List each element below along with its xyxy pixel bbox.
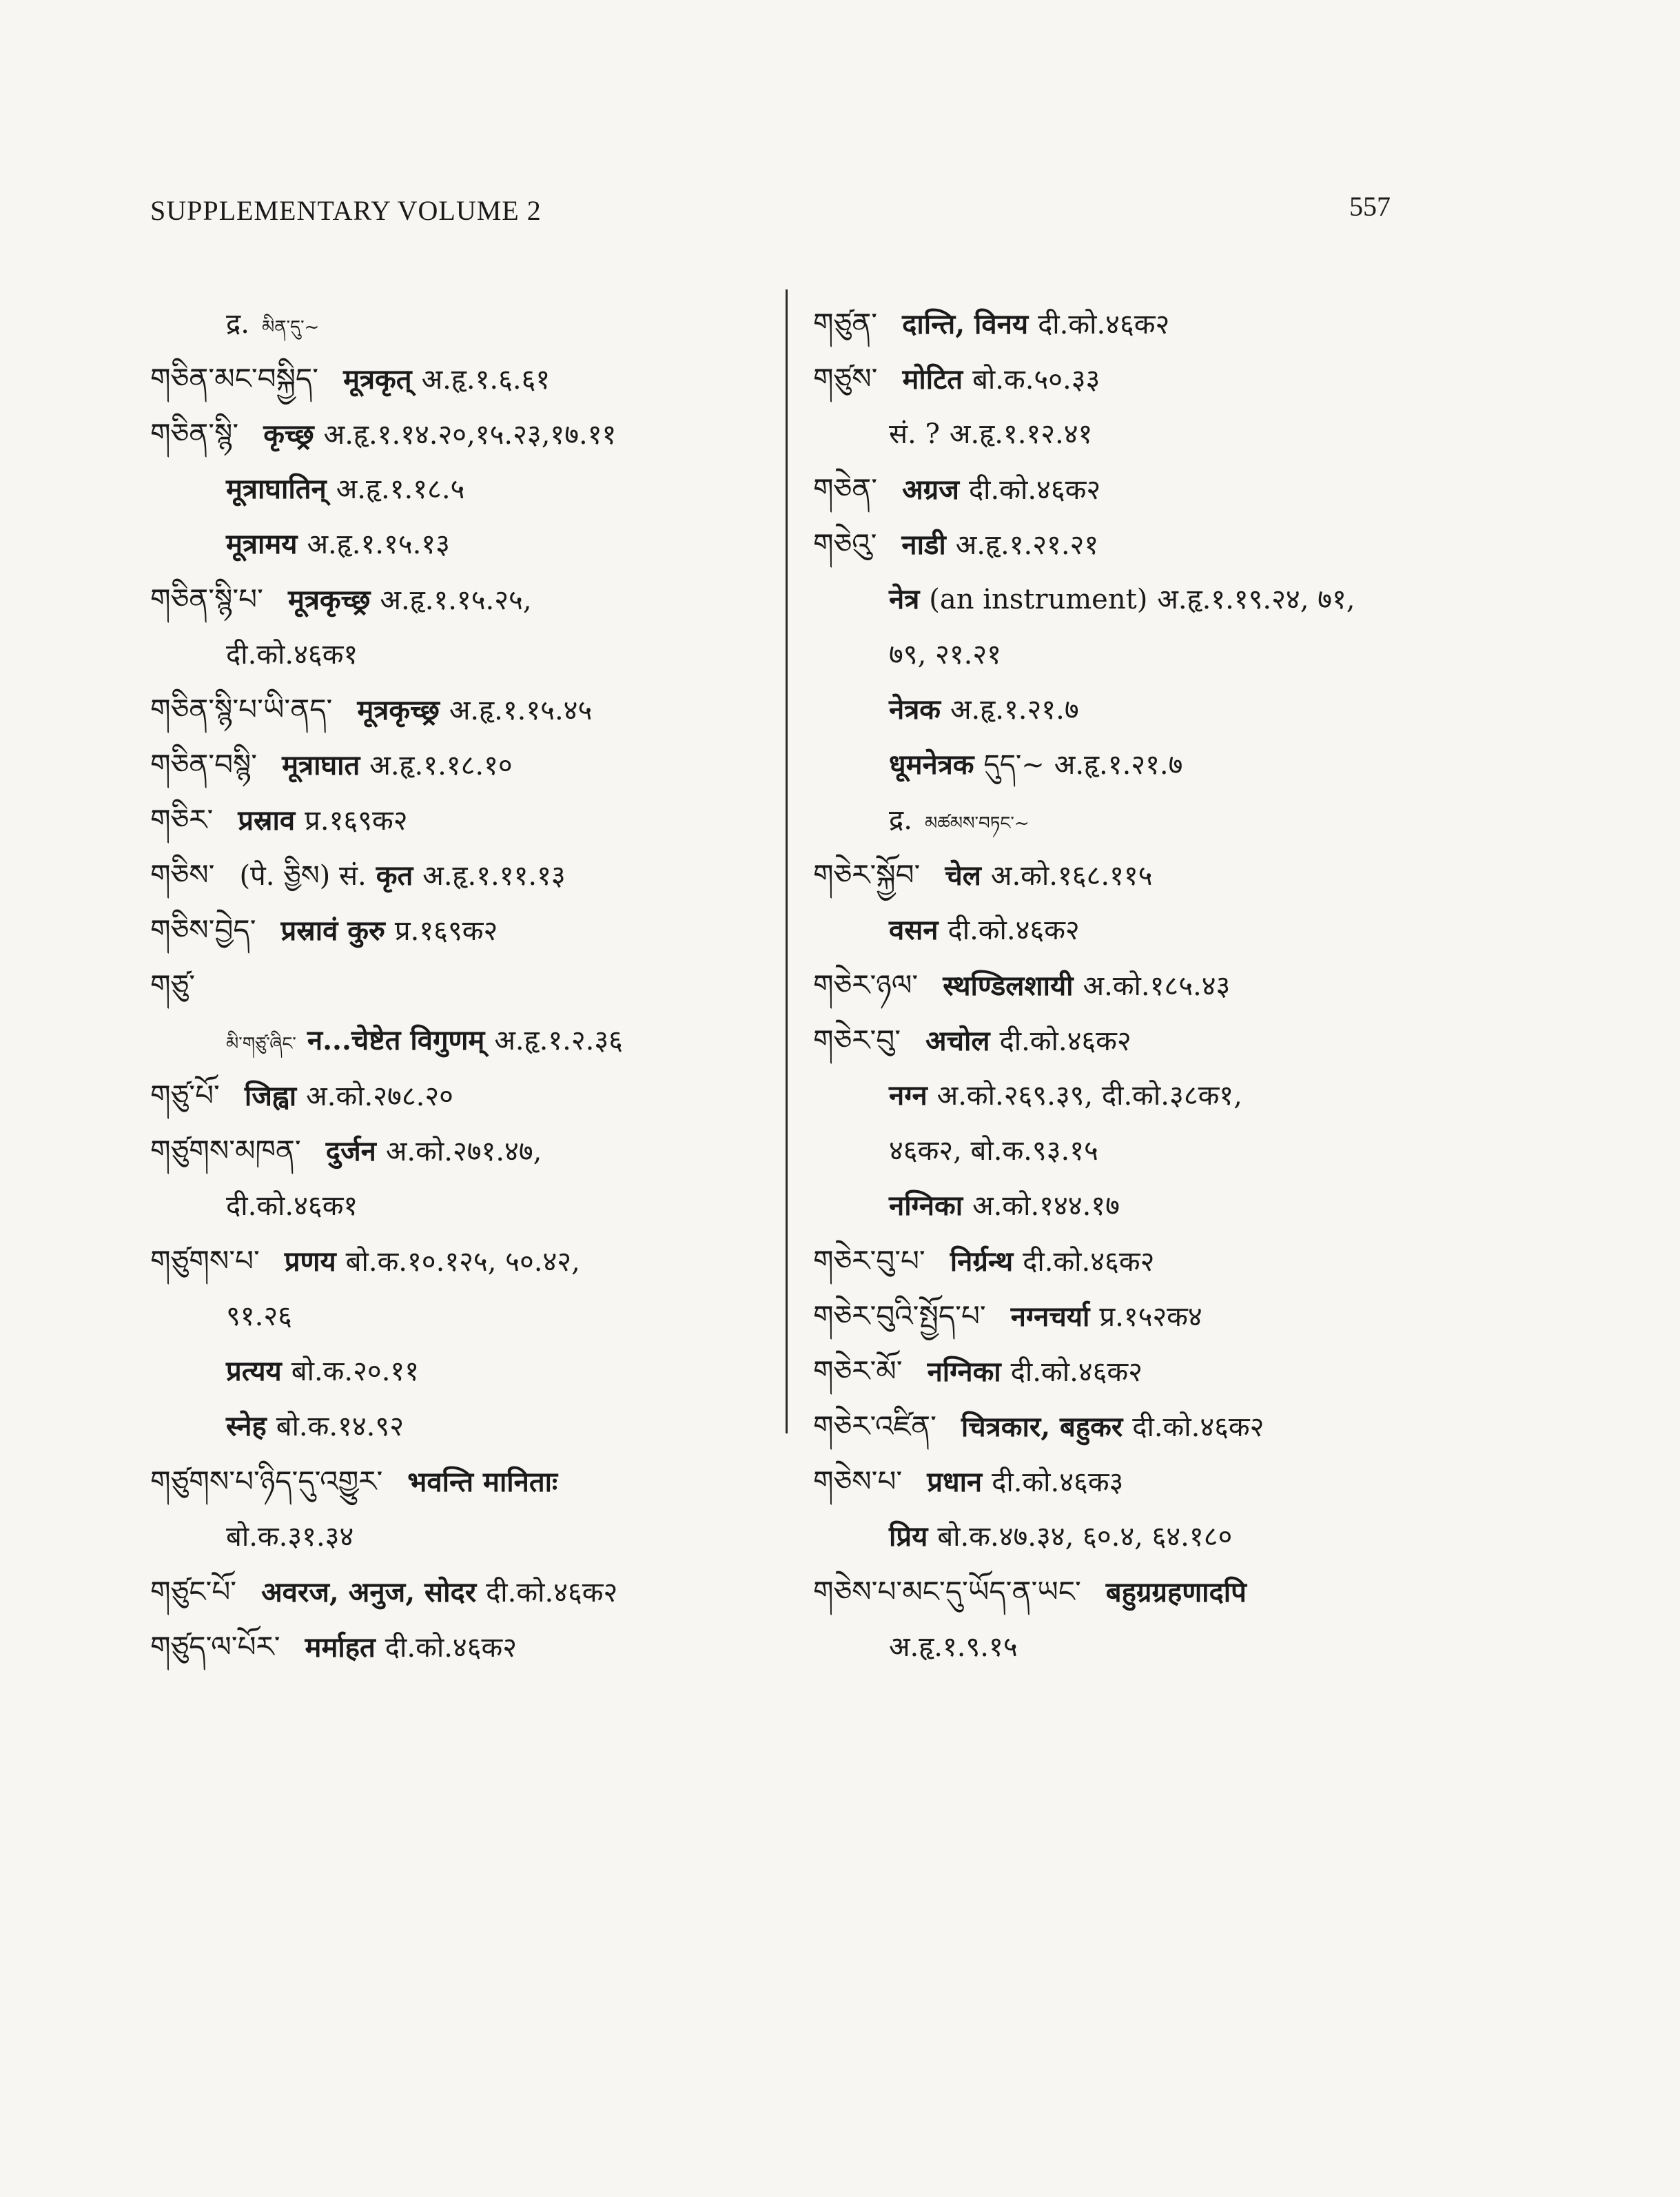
tibetan-headword: མཚམས་བཏང་~ (924, 813, 1029, 834)
tibetan-headword: གཙུ་ (150, 968, 196, 1002)
tibetan-headword: གཙུང་པོ་ (150, 1575, 237, 1608)
sanskrit-equivalent: नाडी (901, 529, 946, 561)
source-reference: अ.को.१४४.१७ (972, 1190, 1120, 1222)
dictionary-entry (813, 1289, 1537, 1344)
dictionary-entry (813, 958, 1537, 1013)
tibetan-headword: གཅིས་ (150, 858, 215, 892)
tibetan-headword: གཅིན་སྙི་པ་ཡི་ནད་ (150, 693, 333, 726)
dictionary-entry (150, 1619, 770, 1675)
source-reference: बो.क.३१.३४ (226, 1521, 354, 1553)
source-reference: दी.को.४६क२ (1132, 1411, 1264, 1443)
source-reference: बो.क.२०.११ (291, 1356, 420, 1387)
source-reference: अ.हृ.१.२१.७ (950, 694, 1079, 726)
cross-reference-label: द्र. (889, 804, 912, 836)
sanskrit-equivalent: भवन्ति मानिताः (407, 1466, 558, 1498)
dictionary-entry (813, 462, 1537, 517)
source-reference: अ.हृ.१.२१.७ (1054, 749, 1183, 781)
entry-subline (813, 737, 1537, 793)
dictionary-entry (150, 572, 770, 627)
dictionary-entry (150, 407, 770, 462)
entry-subline (813, 1123, 1537, 1178)
tibetan-headword: གཙུ་པོ་ (150, 1079, 220, 1112)
entry-subline (813, 903, 1537, 958)
entry-subline (150, 462, 770, 517)
source-reference: अ.को.२६९.३९, दी.को.३८क१, (936, 1080, 1242, 1112)
source-reference: दी.को.४६क२ (1010, 1356, 1143, 1388)
entry-subline (813, 682, 1537, 737)
source-reference: अ.को.२७८.२० (306, 1081, 453, 1112)
tibetan-headword: གཅེར་འཛིན་ (813, 1409, 936, 1443)
source-reference: दी.को.४६क३ (992, 1467, 1124, 1498)
source-reference: दी.को.४६क२ (999, 1025, 1131, 1057)
sanskrit-equivalent: अग्रज (902, 473, 959, 506)
entry-subline (150, 1344, 770, 1399)
tibetan-headword: གཅེར་བུའི་སྤྱོད་པ་ (813, 1299, 986, 1333)
source-reference: प्र.१६९क२ (394, 915, 498, 947)
source-reference: अ.हृ.१.१४.२०,१५.२३,१७.११ (323, 419, 617, 451)
sanskrit-equivalent: नग्निका (927, 1356, 1001, 1388)
entry-subline (813, 1509, 1537, 1564)
source-reference: अ.हृ.१.११.१३ (422, 860, 566, 892)
dictionary-entry (150, 793, 770, 848)
tibetan-headword: གཙུགས་པ་ཉིད་དུ་འགྱུར་ (150, 1464, 383, 1498)
source-reference: बो.क.५०.३३ (972, 364, 1100, 396)
entry-subline (150, 1509, 770, 1564)
source-reference: अ.हृ.१.१८.१० (369, 750, 513, 781)
sanskrit-equivalent: कृत (376, 859, 413, 892)
dictionary-entry (150, 958, 770, 1013)
sanskrit-equivalent: प्रिय (889, 1520, 928, 1553)
tibetan-headword: གཅིན་བསྙི་ (150, 748, 258, 781)
source-reference: बो.क.१०.१२५, ५०.४२, (345, 1246, 580, 1278)
sanskrit-equivalent: धूमनेत्रक (889, 748, 974, 781)
source-reference: ९१.२६ (226, 1300, 292, 1332)
tibetan-headword: མིན་དུ་~ (261, 317, 320, 338)
entry-subline (813, 793, 1537, 848)
column-divider (786, 289, 788, 1433)
tibetan-headword: གཅེར་ཉལ་ (813, 968, 919, 1002)
sanskrit-equivalent: बहुग्रग्रहणादपि (1105, 1576, 1247, 1608)
entry-subline (813, 1178, 1537, 1234)
sanskrit-equivalent: प्रत्यय (226, 1355, 282, 1387)
sanskrit-equivalent: नेत्रक (889, 693, 941, 726)
sanskrit-equivalent: न...चेष्टेत विगुणम् (307, 1024, 485, 1056)
entry-subline (150, 1178, 770, 1234)
sanskrit-equivalent: कृच्छ्र (263, 418, 314, 451)
sanskrit-equivalent: दुर्जन (325, 1135, 376, 1167)
source-reference: अ.हृ.१.१५.४५ (449, 695, 593, 726)
source-reference: अ.हृ.१.१५.२५, (380, 584, 532, 616)
tibetan-headword: གཅིན་མང་བསྐྱིད་ (150, 362, 319, 396)
source-reference: दी.को.४६क२ (968, 474, 1101, 506)
entry-subline (813, 572, 1537, 627)
running-head: SUPPLEMENTARY VOLUME 2 (150, 195, 542, 226)
dictionary-entry (813, 517, 1537, 572)
source-reference: अ.हृ.१.२.३६ (494, 1025, 623, 1056)
sanskrit-equivalent: प्रस्राव (238, 804, 296, 837)
sanskrit-equivalent: प्रणय (284, 1245, 336, 1278)
source-reference: अ.हृ.१.१५.१३ (307, 529, 450, 560)
sanskrit-equivalent: मूत्राघातिन् (226, 473, 327, 505)
tibetan-headword: གཙུགས་པ་ (150, 1244, 260, 1278)
dictionary-entry (150, 737, 770, 793)
page-number: 557 (1349, 191, 1391, 222)
sanskrit-equivalent: वसन (889, 914, 939, 946)
sanskrit-equivalent: स्थण्डिलशायी (943, 970, 1074, 1002)
tibetan-headword: གཅེས་པ་མང་དུ་ཡོད་ན་ཡང་ (813, 1575, 1081, 1608)
source-reference: दी.को.४६क२ (947, 914, 1080, 946)
source-reference: ४६क२, बो.क.९३.१५ (889, 1135, 1098, 1167)
entry-subline (150, 1289, 770, 1344)
dictionary-entry (813, 296, 1537, 351)
tibetan-headword: གཅིན་སྙི་ (150, 417, 239, 451)
dictionary-entry (813, 1344, 1537, 1399)
cross-reference-label: द्र. (226, 308, 249, 340)
sanskrit-equivalent: स्नेह (226, 1410, 267, 1442)
tibetan-headword: གཅེར་མོ་ (813, 1354, 903, 1388)
tibetan-headword: གཅིན་སྙི་པ་ (150, 582, 263, 616)
source-reference: अ.हृ.१.९.१५ (889, 1631, 1018, 1663)
tibetan-headword: གཙུགས་མཁན་ (150, 1134, 301, 1167)
source-reference: दी.को.४६क१ (226, 639, 358, 671)
entry-subline (150, 1399, 770, 1454)
tibetan-headword: གཙུས་ (813, 362, 878, 396)
dictionary-entry (150, 848, 770, 903)
sanskrit-equivalent: चेल (945, 859, 981, 892)
dictionary-entry (813, 351, 1537, 407)
sanskrit-equivalent: चित्रकार, बहुकर (961, 1411, 1123, 1443)
source-reference: ७९, २१.२१ (889, 639, 1001, 671)
source-reference: अ.हृ.१.१९.२४, ७१, (1157, 584, 1355, 615)
dictionary-entry (813, 848, 1537, 903)
sanskrit-equivalent: प्रस्रावं कुरु (280, 914, 385, 947)
sanskrit-equivalent: मूत्रकृच्छ्र (357, 694, 440, 726)
dictionary-entry (813, 1454, 1537, 1509)
tibetan-headword: གཅེར་བུ་པ་ (813, 1244, 925, 1278)
tibetan-headword: མི་གཙུ་ཞིང་ (226, 1034, 296, 1054)
dictionary-entry (813, 1564, 1537, 1619)
sanskrit-equivalent: निर्ग्रन्थ (950, 1245, 1014, 1278)
sanskrit-equivalent: जिह्वा (244, 1080, 297, 1112)
source-reference: अ.हृ.१.२१.२१ (955, 529, 1099, 561)
sanskrit-equivalent: दान्ति, विनय (902, 308, 1029, 340)
sanskrit-equivalent: मर्माहत (305, 1631, 376, 1664)
tibetan-headword: གཅེས་པ་ (813, 1464, 903, 1498)
entry-subline (813, 1619, 1537, 1675)
dictionary-entry (813, 1234, 1537, 1289)
source-reference: अ.हृ.१.६.६१ (421, 364, 551, 396)
sanskrit-equivalent: मूत्रकृच्छ्र (287, 584, 371, 616)
source-reference: दी.को.४६क२ (1038, 309, 1170, 340)
dictionary-entry (150, 903, 770, 958)
sanskrit-equivalent: मूत्राघात (282, 749, 360, 781)
dictionary-entry (150, 1123, 770, 1178)
entry-subline (813, 627, 1537, 682)
tibetan-headword: གཅེའུ་ (813, 527, 877, 561)
source-reference: अ.हृ.१.१८.५ (336, 473, 465, 505)
source-reference: प्र.१६९क२ (305, 805, 408, 837)
right-column (813, 296, 1537, 1675)
tibetan-headword: གཅེན་ (813, 472, 878, 506)
tibetan-headword: གཅིར་ (150, 803, 214, 837)
sanskrit-equivalent: प्रधान (927, 1466, 983, 1498)
tibetan-headword: གཅེར་བུ་ (813, 1023, 901, 1057)
dictionary-entry (150, 1454, 770, 1509)
qualifier-text: (पे. ཅྱིས) सं. (239, 860, 367, 892)
tibetan-headword: གཅེར་སྐྱོབ་ (813, 858, 921, 892)
sanskrit-equivalent: नग्निका (889, 1189, 963, 1222)
sanskrit-equivalent: नेत्र (889, 583, 920, 615)
entry-subline (813, 407, 1537, 462)
sanskrit-equivalent: नग्न (889, 1079, 928, 1112)
source-reference: अ.को.२७१.४७, (385, 1136, 542, 1167)
entry-subline (150, 517, 770, 572)
tibetan-headword: གཙུན་ (813, 307, 878, 340)
source-reference: दी.को.४६क२ (1023, 1246, 1155, 1278)
dictionary-entry (150, 1068, 770, 1123)
sanskrit-equivalent: नग्नचर्या (1010, 1300, 1090, 1333)
qualifier-text: དུད་~ (983, 749, 1045, 781)
dictionary-entry (150, 1564, 770, 1619)
qualifier-text: सं. ? (889, 418, 940, 450)
source-reference: बो.क.१४.९२ (276, 1411, 404, 1442)
source-reference: दी.को.४६क२ (385, 1632, 518, 1664)
tibetan-headword: གཙུད་ལ་པོར་ (150, 1630, 280, 1664)
source-reference: प्र.१५२क४ (1099, 1301, 1202, 1333)
tibetan-headword: གཅིས་བྱེད་ (150, 913, 256, 947)
source-reference: अ.को.१८५.४३ (1083, 970, 1231, 1002)
source-reference: अ.हृ.१.१२.४१ (949, 418, 1093, 450)
source-reference: बो.क.४७.३४, ६०.४, ६४.१८० (937, 1521, 1233, 1553)
entry-subline (813, 1068, 1537, 1123)
sanskrit-equivalent: मोटित (902, 363, 963, 396)
sanskrit-equivalent: अवरज, अनुज, सोदर (261, 1576, 477, 1608)
source-reference: दी.को.४६क१ (226, 1190, 358, 1222)
left-column (150, 296, 770, 1675)
sanskrit-equivalent: मूत्रामय (226, 528, 298, 560)
dictionary-entry (150, 351, 770, 407)
dictionary-entry (813, 1399, 1537, 1454)
dictionary-entry (150, 1234, 770, 1289)
entry-subline (150, 296, 770, 351)
source-reference: अ.को.१६८.११५ (990, 860, 1153, 892)
dictionary-entry (813, 1013, 1537, 1068)
entry-subline (150, 627, 770, 682)
entry-subline (150, 1013, 770, 1068)
source-reference: दी.को.४६क२ (486, 1577, 618, 1608)
sanskrit-equivalent: अचोल (925, 1025, 990, 1057)
qualifier-text: (an instrument) (929, 584, 1148, 615)
sanskrit-equivalent: मूत्रकृत् (343, 363, 412, 396)
dictionary-entry (150, 682, 770, 737)
